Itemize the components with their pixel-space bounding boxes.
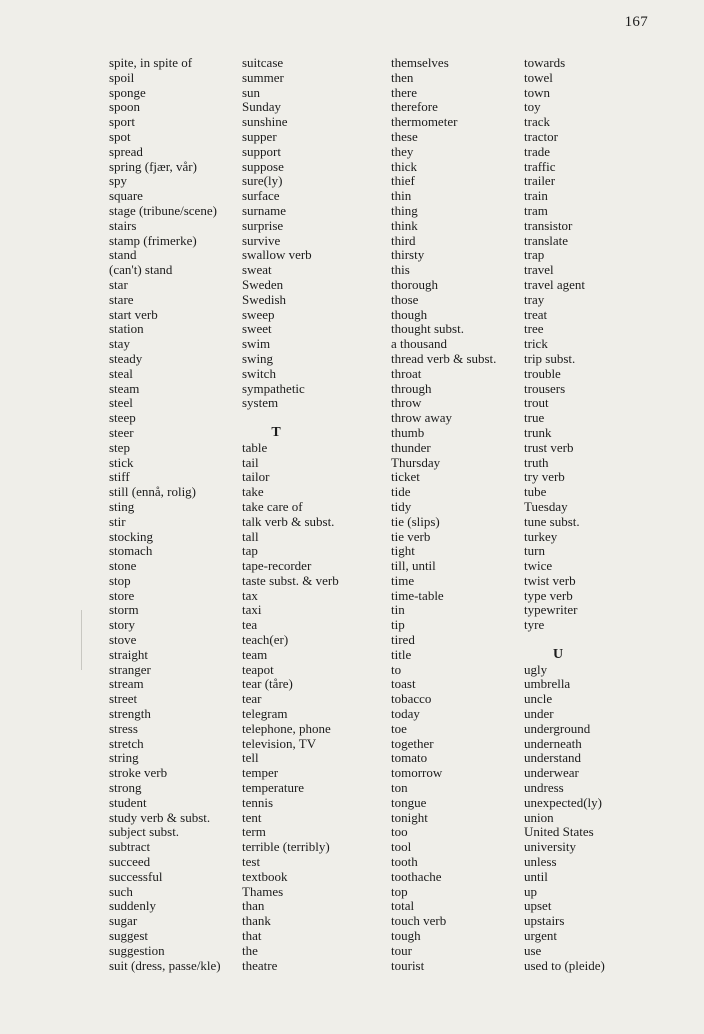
word-entry: tray bbox=[524, 291, 545, 307]
word-entry: surname bbox=[242, 202, 287, 218]
word-entry: therefore bbox=[391, 99, 438, 115]
word-entry: student bbox=[109, 794, 147, 810]
word-entry: store bbox=[109, 587, 135, 603]
word-entry: tourist bbox=[391, 957, 425, 973]
word-entry: trade bbox=[524, 143, 550, 159]
word-entry: stomach bbox=[109, 543, 153, 559]
word-entry: thread verb & subst. bbox=[391, 350, 497, 366]
word-entry: union bbox=[524, 809, 554, 825]
word-entry: switch bbox=[242, 365, 276, 381]
word-entry: towel bbox=[524, 69, 553, 85]
word-entry: stocking bbox=[109, 528, 154, 544]
word-entry: sweep bbox=[242, 306, 275, 322]
word-entry: tomorrow bbox=[391, 765, 443, 781]
word-entry: together bbox=[391, 735, 434, 751]
word-entry: urgent bbox=[524, 928, 557, 944]
word-entry: star bbox=[109, 276, 128, 292]
word-entry: throw away bbox=[391, 410, 453, 426]
word-entry: tyre bbox=[524, 617, 545, 633]
word-entry: this bbox=[391, 262, 410, 278]
word-column-1 bbox=[109, 56, 221, 973]
word-entry: throat bbox=[391, 365, 422, 381]
word-entry: sweat bbox=[242, 262, 272, 278]
word-entry: under bbox=[524, 706, 554, 722]
word-entry: upstairs bbox=[524, 913, 565, 929]
word-entry: twice bbox=[524, 558, 553, 574]
word-entry: turn bbox=[524, 543, 545, 559]
word-entry: system bbox=[242, 395, 279, 411]
word-entry: train bbox=[524, 188, 548, 204]
word-entry: thin bbox=[391, 188, 412, 204]
word-entry: steep bbox=[109, 410, 136, 426]
word-entry: through bbox=[391, 380, 432, 396]
word-entry: tin bbox=[391, 602, 405, 618]
word-entry: take care of bbox=[242, 498, 303, 514]
word-entry: stand bbox=[109, 247, 137, 263]
word-entry: Swedish bbox=[242, 291, 287, 307]
word-entry: trap bbox=[524, 247, 545, 263]
word-entry: those bbox=[391, 291, 419, 307]
word-entry: too bbox=[391, 824, 408, 840]
word-list bbox=[524, 663, 605, 974]
word-entry: tell bbox=[242, 750, 259, 766]
word-entry: tailor bbox=[242, 469, 270, 485]
word-entry: traffic bbox=[524, 158, 556, 174]
word-entry: string bbox=[109, 750, 139, 766]
word-entry: story bbox=[109, 617, 135, 633]
word-entry: steer bbox=[109, 424, 134, 440]
word-entry: stove bbox=[109, 632, 137, 648]
word-entry: spite, in spite of bbox=[109, 55, 193, 70]
word-entry: stiff bbox=[109, 469, 130, 485]
word-entry: typewriter bbox=[524, 602, 578, 618]
word-entry: tonight bbox=[391, 809, 428, 825]
word-entry: stranger bbox=[109, 661, 151, 677]
word-entry: stage (tribune/scene) bbox=[109, 202, 217, 218]
word-entry: time bbox=[391, 572, 415, 588]
word-list bbox=[391, 56, 496, 973]
word-entry: thief bbox=[391, 173, 415, 189]
word-entry: twist verb bbox=[524, 572, 576, 588]
word-entry: spoon bbox=[109, 99, 141, 115]
word-entry: tape-recorder bbox=[242, 558, 312, 574]
word-entry: (can't) stand bbox=[109, 262, 173, 278]
word-entry: toe bbox=[391, 720, 407, 736]
word-entry: thumb bbox=[391, 424, 425, 440]
word-entry: terrible (terribly) bbox=[242, 839, 330, 855]
word-entry: storm bbox=[109, 602, 139, 618]
word-entry: treat bbox=[524, 306, 548, 322]
word-entry: steal bbox=[109, 365, 133, 381]
section-letter-t: T bbox=[271, 424, 281, 440]
word-entry: stick bbox=[109, 454, 134, 470]
word-entry: tomato bbox=[391, 750, 428, 766]
word-entry: toothache bbox=[391, 868, 442, 884]
word-entry: stream bbox=[109, 676, 144, 692]
word-entry: tube bbox=[524, 484, 547, 500]
word-entry: suit (dress, passe/kle) bbox=[109, 957, 221, 973]
word-column-3 bbox=[391, 56, 496, 973]
word-entry: tear (tåre) bbox=[242, 676, 293, 692]
word-entry: trout bbox=[524, 395, 549, 411]
word-entry: Sunday bbox=[242, 99, 281, 115]
word-entry: the bbox=[242, 942, 258, 958]
word-entry: travel agent bbox=[524, 276, 585, 292]
word-entry: teapot bbox=[242, 661, 274, 677]
word-entry: till, until bbox=[391, 558, 436, 574]
word-entry: table bbox=[242, 439, 268, 455]
word-entry: test bbox=[242, 854, 261, 870]
word-entry: underwear bbox=[524, 765, 579, 781]
word-entry: suggest bbox=[109, 928, 148, 944]
word-entry: underground bbox=[524, 720, 591, 736]
word-list bbox=[109, 56, 221, 973]
word-entry: sugar bbox=[109, 913, 138, 929]
margin-mark bbox=[81, 610, 82, 670]
word-entry: tear bbox=[242, 691, 262, 707]
word-entry: Thursday bbox=[391, 454, 441, 470]
word-entry: tour bbox=[391, 942, 412, 958]
word-entry: telegram bbox=[242, 706, 288, 722]
word-entry: succeed bbox=[109, 854, 151, 870]
word-entry: use bbox=[524, 942, 542, 958]
word-entry: a thousand bbox=[391, 336, 447, 352]
word-entry: swim bbox=[242, 336, 271, 352]
word-entry: suddenly bbox=[109, 898, 156, 914]
word-entry: station bbox=[109, 321, 144, 337]
word-entry: thank bbox=[242, 913, 271, 929]
word-entry: surprise bbox=[242, 217, 284, 233]
word-entry: subject subst. bbox=[109, 824, 180, 840]
word-entry: subtract bbox=[109, 839, 151, 855]
word-entry: then bbox=[391, 69, 414, 85]
word-entry: sponge bbox=[109, 84, 146, 100]
word-entry: toast bbox=[391, 676, 416, 692]
word-entry: tram bbox=[524, 202, 548, 218]
word-entry: today bbox=[391, 706, 420, 722]
word-entry: university bbox=[524, 839, 576, 855]
word-entry: think bbox=[391, 217, 418, 233]
word-entry: stamp (frimerke) bbox=[109, 232, 197, 248]
word-entry: stir bbox=[109, 513, 126, 529]
word-entry: trailer bbox=[524, 173, 556, 189]
word-entry: throw bbox=[391, 395, 422, 411]
word-entry: tree bbox=[524, 321, 544, 337]
word-entry: ugly bbox=[524, 661, 548, 677]
word-entry: tail bbox=[242, 454, 259, 470]
word-entry: time-table bbox=[391, 587, 444, 603]
word-entry: strong bbox=[109, 780, 142, 796]
word-entry: trunk bbox=[524, 424, 552, 440]
word-entry: tall bbox=[242, 528, 259, 544]
word-entry: track bbox=[524, 114, 550, 130]
word-entry: taste subst. & verb bbox=[242, 572, 339, 588]
word-entry: still (ennå, rolig) bbox=[109, 484, 197, 500]
word-entry: tight bbox=[391, 543, 415, 559]
word-entry: trick bbox=[524, 336, 548, 352]
word-entry: tea bbox=[242, 617, 258, 633]
word-list bbox=[242, 56, 339, 411]
word-entry: straight bbox=[109, 646, 148, 662]
word-entry: supper bbox=[242, 128, 277, 144]
word-entry: start verb bbox=[109, 306, 158, 322]
word-entry: upset bbox=[524, 898, 552, 914]
word-column-2 bbox=[242, 56, 339, 973]
word-column-4 bbox=[524, 56, 605, 973]
word-entry: survive bbox=[242, 232, 281, 248]
word-entry: title bbox=[391, 646, 412, 662]
word-entry: spot bbox=[109, 128, 131, 144]
word-entry: total bbox=[391, 898, 415, 914]
word-entry: tractor bbox=[524, 128, 558, 144]
word-entry: term bbox=[242, 824, 266, 840]
word-entry: tax bbox=[242, 587, 258, 603]
word-entry: used to (pleide) bbox=[524, 957, 605, 973]
word-entry: tide bbox=[391, 484, 411, 500]
word-entry: thorough bbox=[391, 276, 438, 292]
word-entry: spread bbox=[109, 143, 143, 159]
word-entry: stone bbox=[109, 558, 137, 574]
word-entry: street bbox=[109, 691, 138, 707]
word-entry: tooth bbox=[391, 854, 418, 870]
word-entry: stay bbox=[109, 336, 130, 352]
word-entry: trousers bbox=[524, 380, 566, 396]
word-entry: town bbox=[524, 84, 550, 100]
word-entry: talk verb & subst. bbox=[242, 513, 335, 529]
word-entry: taxi bbox=[242, 602, 262, 618]
word-entry: ton bbox=[391, 780, 408, 796]
word-entry: translate bbox=[524, 232, 569, 248]
word-entry: tidy bbox=[391, 498, 412, 514]
word-entry: steady bbox=[109, 350, 143, 366]
word-entry: thirsty bbox=[391, 247, 425, 263]
word-entry: themselves bbox=[391, 55, 449, 70]
word-entry: tie (slips) bbox=[391, 513, 440, 529]
word-entry: stairs bbox=[109, 217, 137, 233]
word-entry: transistor bbox=[524, 217, 573, 233]
word-entry: strength bbox=[109, 706, 151, 722]
word-entry: they bbox=[391, 143, 414, 159]
word-entry: step bbox=[109, 439, 130, 455]
word-list bbox=[524, 56, 605, 633]
word-entry: suggestion bbox=[109, 942, 165, 958]
word-entry: support bbox=[242, 143, 281, 159]
word-entry: thick bbox=[391, 158, 417, 174]
word-entry: up bbox=[524, 883, 537, 899]
word-entry: until bbox=[524, 868, 548, 884]
word-entry: tent bbox=[242, 809, 262, 825]
word-entry: Tuesday bbox=[524, 498, 568, 514]
word-entry: stare bbox=[109, 291, 134, 307]
word-entry: sure(ly) bbox=[242, 173, 283, 189]
word-entry: sunshine bbox=[242, 114, 288, 130]
word-entry: sun bbox=[242, 84, 261, 100]
word-entry: square bbox=[109, 188, 143, 204]
word-entry: unexpected(ly) bbox=[524, 794, 602, 810]
word-entry: swing bbox=[242, 350, 274, 366]
word-entry: turkey bbox=[524, 528, 558, 544]
word-entry: theatre bbox=[242, 957, 278, 973]
word-entry: television, TV bbox=[242, 735, 317, 751]
word-entry: tie verb bbox=[391, 528, 431, 544]
word-entry: steam bbox=[109, 380, 140, 396]
word-entry: that bbox=[242, 928, 262, 944]
word-entry: temper bbox=[242, 765, 279, 781]
word-entry: swallow verb bbox=[242, 247, 312, 263]
word-list bbox=[242, 441, 339, 974]
word-entry: spoil bbox=[109, 69, 135, 85]
word-entry: type verb bbox=[524, 587, 573, 603]
word-entry: sting bbox=[109, 498, 135, 514]
word-entry: toy bbox=[524, 99, 541, 115]
word-entry: tap bbox=[242, 543, 258, 559]
word-entry: telephone, phone bbox=[242, 720, 331, 736]
word-entry: sport bbox=[109, 114, 135, 130]
word-entry: temperature bbox=[242, 780, 305, 796]
word-entry: true bbox=[524, 410, 545, 426]
word-entry: tired bbox=[391, 632, 415, 648]
word-entry: thunder bbox=[391, 439, 431, 455]
word-entry: textbook bbox=[242, 868, 288, 884]
word-entry: tune subst. bbox=[524, 513, 580, 529]
word-entry: United States bbox=[524, 824, 594, 840]
word-entry: suppose bbox=[242, 158, 284, 174]
word-entry: sweet bbox=[242, 321, 272, 337]
word-entry: surface bbox=[242, 188, 280, 204]
word-entry: these bbox=[391, 128, 418, 144]
word-entry: tough bbox=[391, 928, 421, 944]
word-entry: underneath bbox=[524, 735, 582, 751]
word-entry: successful bbox=[109, 868, 163, 884]
word-entry: tobacco bbox=[391, 691, 432, 707]
word-entry: than bbox=[242, 898, 265, 914]
word-entry: top bbox=[391, 883, 408, 899]
word-entry: stress bbox=[109, 720, 138, 736]
word-entry: to bbox=[391, 661, 402, 677]
word-entry: study verb & subst. bbox=[109, 809, 211, 825]
word-entry: third bbox=[391, 232, 416, 248]
word-entry: trip subst. bbox=[524, 350, 576, 366]
word-entry: understand bbox=[524, 750, 582, 766]
word-entry: trouble bbox=[524, 365, 561, 381]
word-entry: undress bbox=[524, 780, 564, 796]
word-entry: touch verb bbox=[391, 913, 447, 929]
word-entry: uncle bbox=[524, 691, 553, 707]
word-entry: unless bbox=[524, 854, 557, 870]
word-entry: sympathetic bbox=[242, 380, 305, 396]
word-entry: though bbox=[391, 306, 428, 322]
word-entry: thermometer bbox=[391, 114, 458, 130]
word-entry: stretch bbox=[109, 735, 144, 751]
word-entry: take bbox=[242, 484, 264, 500]
word-entry: Sweden bbox=[242, 276, 284, 292]
word-entry: stroke verb bbox=[109, 765, 168, 781]
word-entry: truth bbox=[524, 454, 549, 470]
word-entry: ticket bbox=[391, 469, 420, 485]
word-entry: thought subst. bbox=[391, 321, 464, 337]
word-entry: steel bbox=[109, 395, 133, 411]
word-entry: summer bbox=[242, 69, 284, 85]
word-entry: spring (fjær, vår) bbox=[109, 158, 197, 174]
word-entry: tip bbox=[391, 617, 405, 633]
word-entry: Thames bbox=[242, 883, 284, 899]
word-entry: umbrella bbox=[524, 676, 571, 692]
word-entry: such bbox=[109, 883, 133, 899]
page-number: 167 bbox=[624, 14, 648, 30]
word-entry: team bbox=[242, 646, 268, 662]
word-entry: tool bbox=[391, 839, 412, 855]
word-entry: suitcase bbox=[242, 55, 284, 70]
word-entry: there bbox=[391, 84, 417, 100]
word-entry: stop bbox=[109, 572, 131, 588]
word-entry: travel bbox=[524, 262, 554, 278]
word-entry: towards bbox=[524, 55, 566, 70]
word-entry: tongue bbox=[391, 794, 427, 810]
section-letter-u: U bbox=[552, 646, 564, 662]
word-entry: spy bbox=[109, 173, 128, 189]
word-entry: try verb bbox=[524, 469, 565, 485]
word-entry: tennis bbox=[242, 794, 274, 810]
word-entry: teach(er) bbox=[242, 632, 289, 648]
word-entry: thing bbox=[391, 202, 418, 218]
word-entry: trust verb bbox=[524, 439, 574, 455]
